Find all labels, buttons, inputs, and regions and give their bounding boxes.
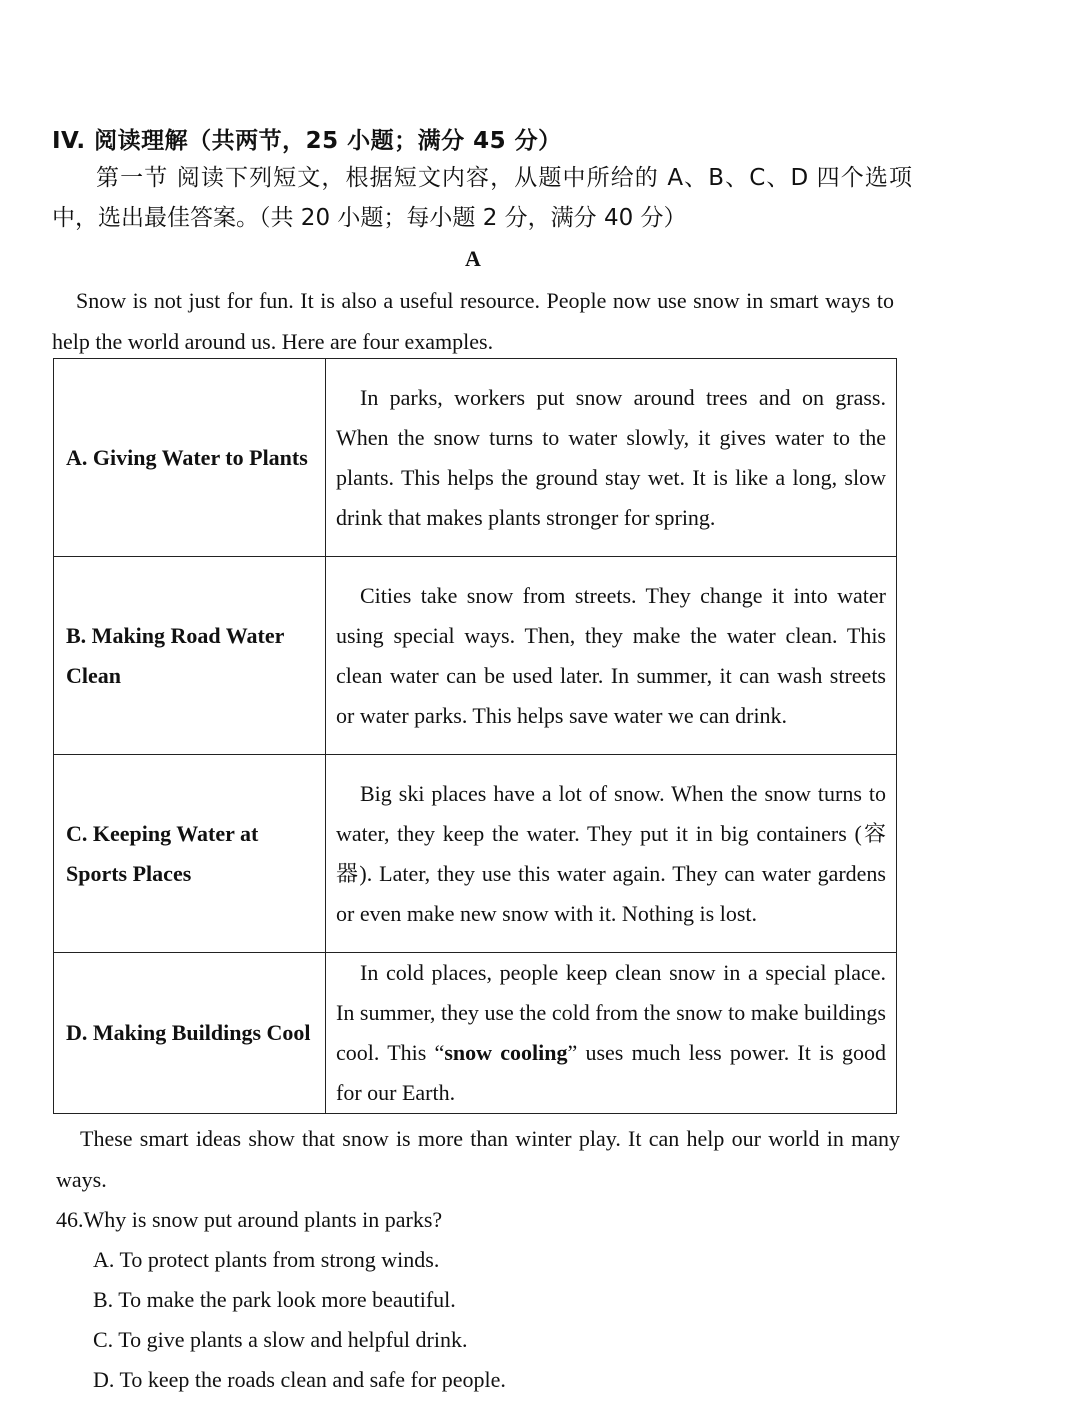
passage-intro: Snow is not just for fun. It is also a useful resource. People now use snow in smart ways to help the world around us. Here are four examples. [52, 288, 894, 354]
answer-option-b: B. To make the park look more beautiful. [93, 1287, 456, 1312]
way-title: B. Making Road Water Clean [54, 557, 326, 755]
way-description: In parks, workers put snow around trees and on grass. When the snow turns to water slowly, it gives water to the plants. This helps the ground stay wet. It is like a long, slow drink that makes plants stronger for spring. [326, 359, 897, 557]
passage-label: A [465, 246, 481, 271]
way-description-part: ” uses much less power. It is good for our Earth. [336, 1040, 886, 1105]
section-title: IV. 阅读理解（共两节，25 小题；满分 45 分） [52, 128, 562, 154]
way-title: C. Keeping Water at Sports Places [54, 755, 326, 953]
snow-cooling-term: snow cooling [444, 1040, 568, 1065]
section-instructions: 第一节 阅读下列短文，根据短文内容，从题中所给的 A、B、C、D 四个选项中，选出最佳答案。（共 20 小题；每小题 2 分，满分 40 分） [52, 165, 912, 231]
way-description [326, 953, 897, 1114]
answer-option-d: D. To keep the roads clean and safe for people. [93, 1367, 506, 1392]
way-title: A. Giving Water to Plants [54, 359, 326, 557]
passage-closing: These smart ideas show that snow is more than winter play. It can help our world in many ways. [56, 1126, 900, 1192]
answer-options [93, 1240, 506, 1400]
way-description-part: In cold places, people keep clean snow in a special place. In summer, they use the cold from the snow to make buildings cool. This “ [336, 960, 886, 1065]
table-row [54, 359, 897, 557]
table-row [54, 755, 897, 953]
answer-option-c: C. To give plants a slow and helpful drink. [93, 1327, 468, 1352]
answer-option-a: A. To protect plants from strong winds. [93, 1247, 440, 1272]
way-description: Cities take snow from streets. They change it into water using special ways. Then, they make the water clean. This clean water can be used later. In summer, it can wash streets or water parks. This helps save water we can drink. [326, 557, 897, 755]
table-row [54, 953, 897, 1114]
snow-uses-table [53, 358, 897, 1114]
table-row [54, 557, 897, 755]
way-title: D. Making Buildings Cool [54, 953, 326, 1114]
way-description: Big ski places have a lot of snow. When the snow turns to water, they keep the water. They put it in big containers (容器). Later, they use this water again. They can water gardens or even make new snow with it. Nothing is lost. [326, 755, 897, 953]
question-stem: 46.Why is snow put around plants in parks? [56, 1207, 443, 1232]
